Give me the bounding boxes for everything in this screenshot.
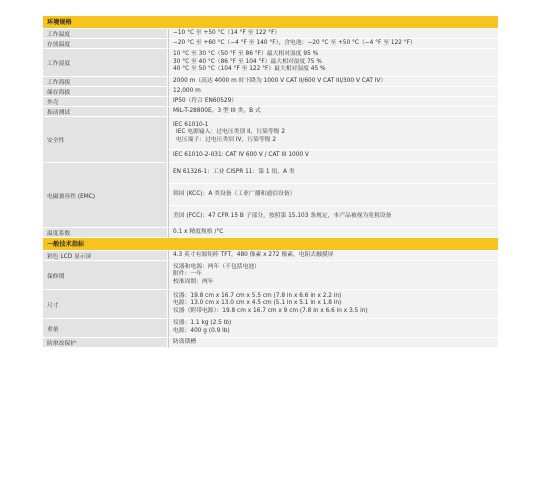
spec-value-line: 电源：13.0 cm x 13.0 cm x 4.5 cm (5.1 in x 5.1 in x 1.8 in) — [173, 300, 342, 307]
spec-row — [43, 338, 498, 348]
section-header: 一般技术指标 — [43, 238, 498, 251]
spec-value-cell — [168, 251, 498, 261]
spec-label: 防窜改保护 — [43, 338, 168, 348]
spec-value-line: IEC 61010-2-031: CAT IV 600 V / CAT III 1000 V — [173, 152, 309, 159]
spec-label: 存放温度 — [43, 39, 168, 49]
spec-row — [43, 319, 498, 338]
spec-value — [168, 49, 498, 77]
spec-value-line: 防盗锁槽 — [173, 338, 197, 345]
spec-value-cell — [168, 49, 498, 77]
spec-value-line: 10 °C 至 30 °C（50 °F 至 86 °F）最大相对湿度 95 % — [173, 51, 319, 58]
spec-row — [43, 107, 498, 117]
spec-value — [168, 77, 498, 87]
spec-value — [168, 117, 498, 163]
spec-value-line: IP50（符合 EN60529） — [173, 97, 238, 104]
spec-row — [43, 87, 498, 97]
spec-value-line: IEC 电源输入：过电压类别 II，污染等级 2 — [176, 129, 286, 136]
spec-value-line: 12,000 m — [173, 87, 201, 94]
section-header: 环境规格 — [43, 16, 498, 29]
spec-value-line: EN 61326-1：工业 CISPR 11：第 1 组，A 类 — [173, 169, 295, 176]
spec-row — [43, 251, 498, 261]
spec-row — [43, 261, 498, 290]
spec-value-line: 仪器和电源：两年（不包括电池） — [173, 263, 260, 270]
spec-label: 外壳 — [43, 97, 168, 107]
spec-value-cell — [168, 206, 498, 228]
spec-value-line: IEC 61010-1 — [173, 121, 209, 128]
spec-value — [168, 39, 498, 49]
spec-row — [43, 163, 498, 228]
spec-value — [168, 163, 498, 228]
spec-value-line: 2000 m（高达 4000 m 时下降为 1000 V CAT II/600 V CAT III/300 V CAT IV） — [173, 77, 387, 84]
spec-value-line: 4.3 英寸有源矩阵 TFT，480 像素 x 272 像素，电阻式触摸屏 — [173, 251, 334, 258]
spec-row — [43, 228, 498, 238]
spec-value — [168, 97, 498, 107]
spec-value — [168, 228, 498, 238]
spec-value-cell — [168, 77, 498, 87]
spec-value — [168, 261, 498, 290]
spec-value-cell — [168, 107, 498, 117]
spec-value-line: 仪器：19.8 cm x 16.7 cm x 5.5 cm (7.8 in x 6.6 in x 2.2 in) — [173, 292, 342, 299]
spec-value — [168, 87, 498, 97]
spec-value-line: 30 °C 至 40 °C（86 °F 至 104 °F）最大相对湿度 75 % — [173, 58, 322, 65]
spec-value-line: 校准周期：两年 — [173, 278, 214, 285]
spec-label: 电磁兼容性 (EMC) — [43, 163, 168, 228]
spec-row — [43, 29, 498, 39]
spec-value-line: 40 °C 至 50 °C（104 °F 至 122 °F）最大相对湿度 45 % — [173, 66, 326, 73]
spec-label: 工作湿度 — [43, 49, 168, 77]
spec-label: 彩色 LCD 显示屏 — [43, 251, 168, 261]
spec-value-line: 附件：一年 — [173, 271, 202, 278]
spec-value-line: 电压端子：过电压类别 IV，污染等级 2 — [176, 136, 277, 143]
spec-row — [43, 290, 498, 319]
spec-label: 重量 — [43, 319, 168, 338]
spec-label: 保修期 — [43, 261, 168, 290]
spec-value-cell — [168, 338, 498, 348]
spec-value-line: 0.1 x 精度规格 /°C — [173, 228, 224, 235]
spec-value-cell — [168, 184, 498, 206]
spec-value-line: 美国 (FCC)：47 CFR 15 B 子部分，按照第 15.103 条规定，本产品被视为免税设备 — [173, 212, 392, 219]
spec-label: 工作温度 — [43, 29, 168, 39]
spec-value-cell — [168, 87, 498, 97]
spec-value-cell — [168, 97, 498, 107]
spec-row — [43, 39, 498, 49]
spec-label: 工作海拔 — [43, 77, 168, 87]
spec-value — [168, 107, 498, 117]
spec-table — [43, 16, 498, 348]
spec-value-cell — [168, 319, 498, 338]
spec-label: 安全性 — [43, 117, 168, 163]
spec-label: 温度系数 — [43, 228, 168, 238]
spec-value-line: −20 °C 至 +60 °C（−4 °F 至 140 °F），含电池：−20 °C 至 +50 °C（−4 °F 至 122 °F） — [173, 39, 416, 46]
spec-value — [168, 290, 498, 319]
spec-value-line: 韩国 (KCC)：A 类设备（工业广播和通信设备） — [173, 190, 296, 197]
spec-value-cell — [168, 261, 498, 290]
spec-value — [168, 338, 498, 348]
spec-value-line: MIL-T-28800E，3 型 III 类，B 式 — [173, 107, 261, 114]
spec-value — [168, 319, 498, 338]
spec-value-line: −10 °C 至 +50 °C（14 °F 至 122 °F） — [173, 29, 281, 36]
spec-value-line: 电源：400 g (0.9 lb) — [173, 328, 230, 334]
spec-value-cell — [168, 29, 498, 39]
spec-label: 储存海拔 — [43, 87, 168, 97]
spec-value — [168, 251, 498, 261]
spec-label: 尺寸 — [43, 290, 168, 319]
spec-label: 振动测试 — [43, 107, 168, 117]
spec-value-cell — [168, 290, 498, 319]
spec-row — [43, 97, 498, 107]
spec-value-line: 仪器（附带电源）：19.8 cm x 16.7 cm x 9 cm (7.8 in x 6.6 in x 3.5 in) — [173, 307, 368, 314]
spec-value-line: 仪器：1.1 kg (2.5 lb) — [173, 320, 232, 327]
spec-row — [43, 117, 498, 163]
spec-row — [43, 49, 498, 77]
spec-row — [43, 77, 498, 87]
spec-value-cell — [168, 150, 498, 163]
spec-value — [168, 29, 498, 39]
spec-value-cell — [168, 228, 498, 238]
spec-value-cell — [168, 117, 498, 150]
spec-value-cell — [168, 163, 498, 184]
spec-value-cell — [168, 39, 498, 49]
